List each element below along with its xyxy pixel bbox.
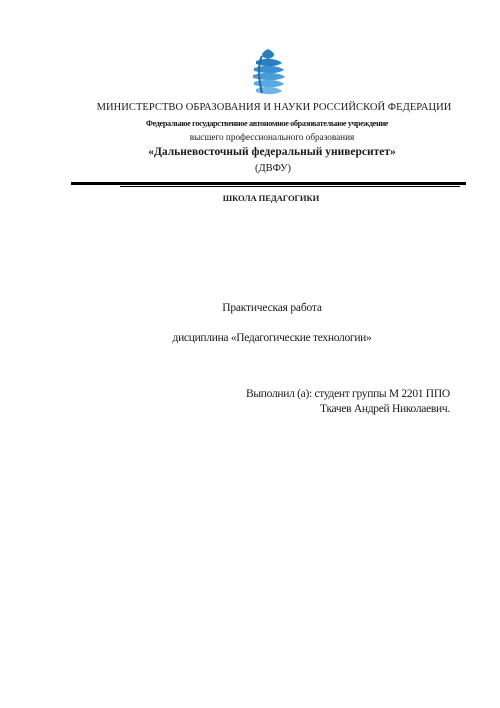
federal-institution-line: Федеральное государственное автономное образовательное учреждение <box>145 119 389 128</box>
header-divider-thin <box>120 186 460 187</box>
school-name: ШКОЛА ПЕДАГОГИКИ <box>222 193 320 203</box>
ministry-title: МИНИСТЕРСТВО ОБРАЗОВАНИЯ И НАУКИ РОССИЙСКОЙ ФЕДЕРАЦИИ <box>96 102 452 113</box>
discipline-line: дисциплина «Педагогические технологии» <box>172 332 372 344</box>
header-divider-thick <box>71 182 466 185</box>
university-logo-icon <box>248 47 288 99</box>
university-name: «Дальневосточный федеральный университет» <box>148 146 396 158</box>
university-abbreviation: (ДВФУ) <box>254 163 292 174</box>
student-name: Ткачев Андрей Николаевич. <box>320 403 450 415</box>
performed-by-line: Выполнил (а): студент группы М 2201 ППО <box>246 388 450 400</box>
education-level-line: высшего профессионального образования <box>189 132 355 142</box>
work-title: Практическая работа <box>222 302 322 314</box>
